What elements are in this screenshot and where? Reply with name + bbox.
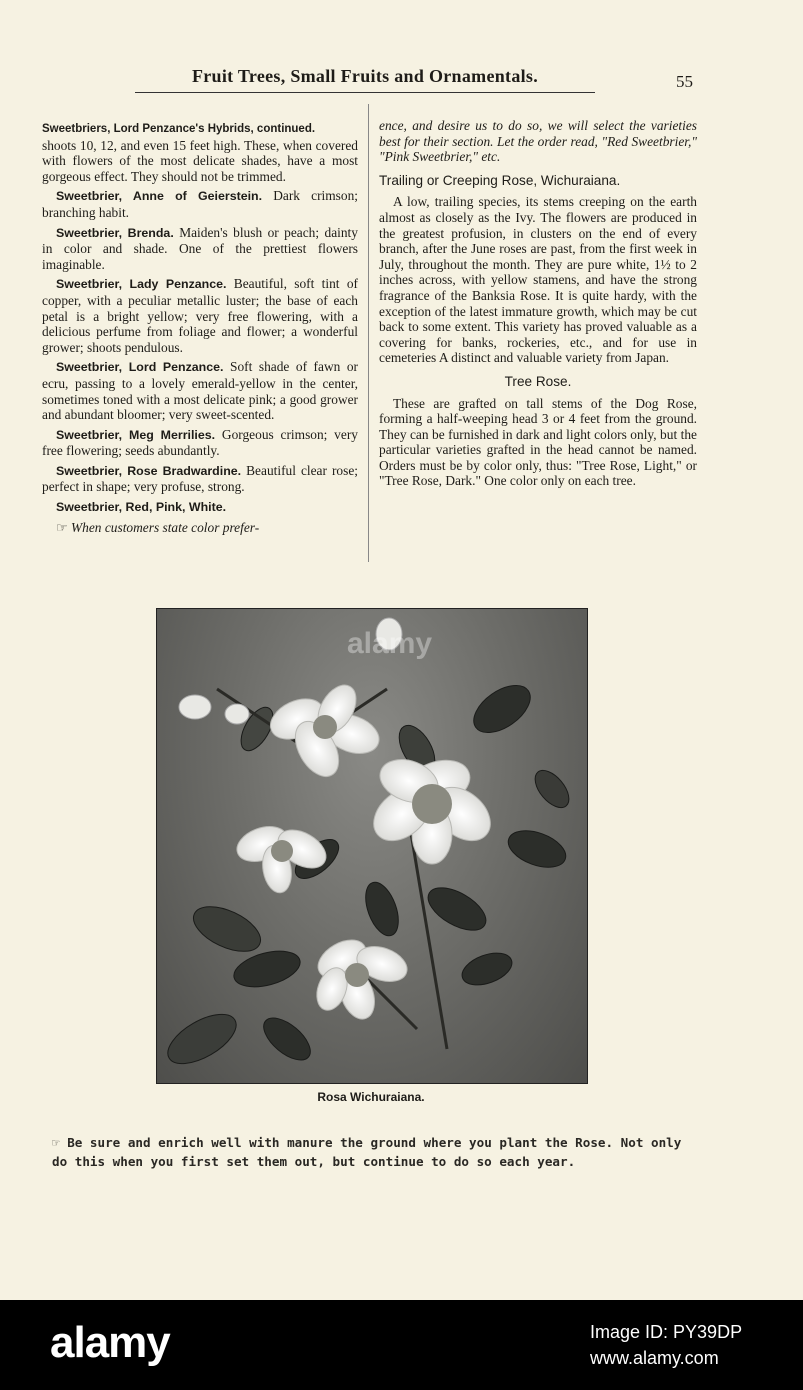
entry-text: Maiden's blush or peach; dainty in color and shade. One of the prettiest flowers imaginable.: [42, 224, 358, 272]
footnote-text: Be sure and enrich well with manure the ground where you plant the Rose. Not only do this when you first set them out, but continue to do so each year.: [52, 1135, 682, 1169]
entry-lady-penzance: [42, 276, 358, 355]
note-start: When customers state color prefer-: [71, 519, 260, 535]
color-preference-note: [42, 520, 358, 536]
page-number: 55: [676, 72, 693, 91]
flower-large: [363, 752, 500, 864]
entry-name: Sweetbrier, Meg Merrilies.: [56, 427, 216, 442]
entry-meg-merrilies: [42, 427, 358, 459]
entry-name: Sweetbrier, Red, Pink, White.: [56, 500, 227, 515]
continued-heading: Sweetbriers, Lord Penzance's Hybrids, continued.: [42, 123, 316, 135]
entry-rose-bradwardine: [42, 463, 358, 495]
entry-name: Sweetbrier, Anne of Geierstein.: [56, 189, 263, 204]
pointing-hand-icon: ☞: [52, 1135, 60, 1150]
entry-lord-penzance: [42, 359, 358, 422]
entry-name: Sweetbrier, Lord Penzance.: [56, 360, 224, 375]
entry-text: Soft shade of fawn or ecru, passing to a lovely emerald-yellow in the center, sometimes toned with a most delicate pink; a good grower and abundant bloomer; very sweet-scented.: [42, 359, 358, 423]
entry-name: Sweetbrier, Lady Penzance.: [56, 277, 227, 292]
flower-middle: [232, 820, 332, 895]
entry-red-pink-white: [42, 499, 358, 516]
left-column: [42, 122, 358, 539]
column-divider: [368, 104, 369, 562]
section-text-wichuraiana: A low, trailing species, its stems creeping on the earth almost as closely as the Ivy. The flowers are produced in the greatest profusion, in clusters on the end of every branch, after the June roses are past, from the first week in July, throughout the month. They are pure white, 1½ to 2 inches across, with yellow stamens, and have the strong fragrance of the Banksia Rose. It is quite hardy, with the exception of the latest immature growth, which may be cut back to some extent. This variety has proved valuable as a covering for banks, rockeries, etc., and for use in cemeteries A distinct and valuable variety from Japan.: [379, 194, 697, 366]
note-continued: ence, and desire us to do so, we will select the varieties best for their section. Let the order read, "Red Sweetbrier," "Pink Sweetbrier," etc.: [379, 118, 697, 165]
continued-text: shoots 10, 12, and even 15 feet high. These, when covered with flowers of the most delicate shades, have a most gorgeous effect. They should not be trimmed.: [42, 137, 358, 184]
figure-caption: Rosa Wichuraiana.: [317, 1090, 425, 1104]
running-title: Fruit Trees, Small Fruits and Ornamentals.: [191, 66, 539, 86]
manure-footnote: [52, 1133, 702, 1171]
rose-photograph: [156, 608, 588, 1084]
stock-url: www.alamy.com: [590, 1348, 719, 1368]
right-column: [379, 118, 697, 497]
pointing-hand-icon: ☞: [56, 519, 68, 535]
entry-text: Gorgeous crimson; very free flowering; seeds abundantly.: [42, 426, 358, 459]
entry-brenda: [42, 225, 358, 273]
section-text-tree-rose: These are grafted on tall stems of the Dog Rose, forming a half-weeping head 3 or 4 feet from the ground. They can be furnished in dark and light colors only, but the particular varieties grafted in the head cannot be named. Orders must be by color only, thus: "Tree Rose, Light," or "Tree Rose, Dark." One color only on each tree.: [379, 395, 697, 489]
entry-anne-of-geierstein: [42, 188, 358, 220]
entry-text: Beautiful clear rose; perfect in shape; very profuse, strong.: [42, 462, 358, 495]
flower-top: [264, 678, 384, 783]
entry-text: Dark crimson; branching habit.: [42, 188, 358, 220]
entry-name: Sweetbrier, Brenda.: [56, 225, 174, 240]
photo-watermark: alamy: [347, 627, 433, 660]
section-title-wichuraiana: Trailing or Creeping Rose, Wichuraiana.: [379, 172, 621, 188]
section-title-tree-rose: Tree Rose.: [504, 373, 572, 389]
image-id: Image ID: PY39DP: [590, 1322, 743, 1342]
entry-name: Sweetbrier, Rose Bradwardine.: [56, 463, 242, 478]
header-rule: [135, 92, 595, 93]
entry-text: Beautiful, soft tint of copper, with a peculiar metallic luster; the base of each petal is a bright yellow; very free flowering, with a delicious perfume from foliage and flower; a wonderful grower; shoots pendulous.: [42, 276, 358, 355]
continued-entry: [42, 122, 358, 184]
rose-illustration: [157, 609, 587, 1083]
stock-logo: alamy: [50, 1318, 170, 1367]
